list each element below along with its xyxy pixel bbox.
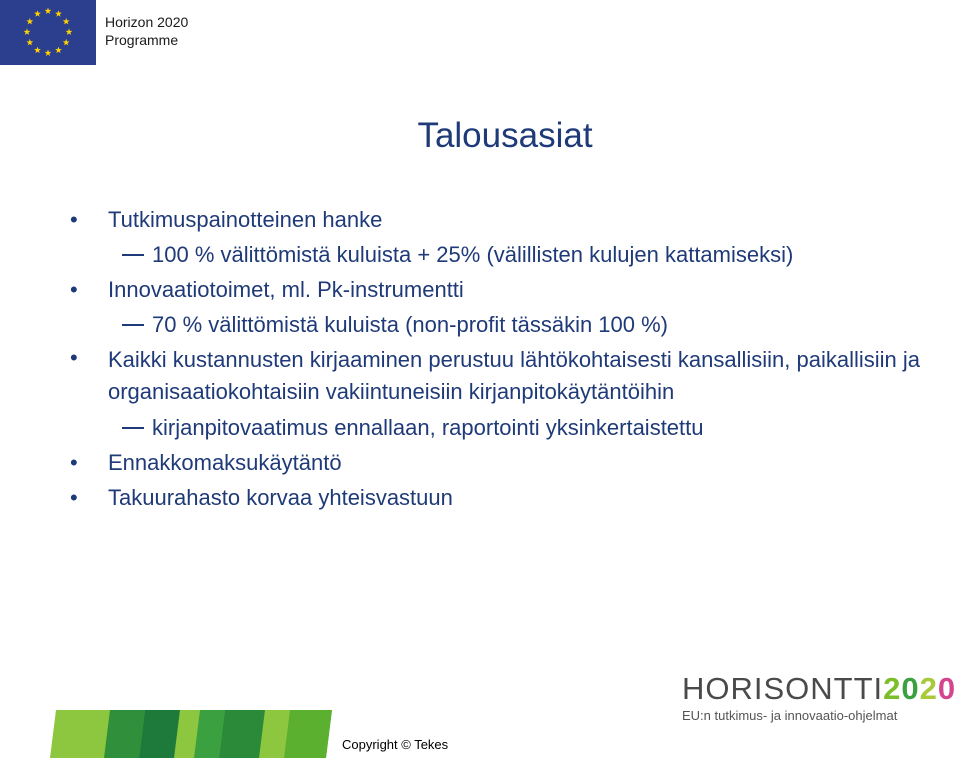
programme-label <box>105 13 188 49</box>
eu-star-icon <box>63 18 70 25</box>
eu-star-icon <box>26 18 33 25</box>
bullet-research-project: • Tutkimuspainotteinen hanke <box>68 202 948 237</box>
logo-digit-3: 2 <box>919 671 938 706</box>
eu-star-icon <box>63 39 70 46</box>
copyright-text: Copyright © Tekes <box>342 737 449 752</box>
eu-star-icon <box>24 28 31 35</box>
eu-star-icon <box>26 39 33 46</box>
eu-stars-icon <box>0 0 96 65</box>
programme-line-2: Programme <box>105 32 179 48</box>
slide-title: Talousasiat <box>417 116 593 155</box>
logo-digit-2: 0 <box>901 671 920 706</box>
horisontti-2020-logo <box>682 672 956 723</box>
bullet-list <box>68 202 948 515</box>
green-stripes-decoration <box>50 710 332 758</box>
eu-star-icon <box>66 28 73 35</box>
eu-star-icon <box>34 10 41 17</box>
bullet-prefinancing: • Ennakkomaksukäytäntö <box>68 445 948 480</box>
logo-wordmark <box>682 672 956 706</box>
sub-bullet-accounting-requirement: kirjanpitovaatimus ennallaan, raportointi yksinkertaistettu <box>68 410 948 445</box>
logo-digit-4: 0 <box>937 671 957 706</box>
programme-line-1: Horizon 2020 <box>105 14 189 30</box>
eu-flag-icon <box>0 0 96 65</box>
eu-star-icon <box>55 47 62 54</box>
logo-word: HORISONTTI <box>682 671 884 706</box>
bullet-guarantee-fund: • Takuurahasto korvaa yhteisvastuun <box>68 480 948 515</box>
eu-star-icon <box>34 47 41 54</box>
sub-bullet-research-costs: 100 % välittömistä kuluista + 25% (välillisten kulujen kattamiseksi) <box>68 237 948 272</box>
eu-star-icon <box>55 10 62 17</box>
sub-bullet-innovation-costs: 70 % välittömistä kuluista (non-profit tässäkin 100 %) <box>68 307 948 342</box>
logo-tagline: EU:n tutkimus- ja innovaatio-ohjelmat <box>682 708 898 723</box>
bullet-innovation-actions: • Innovaatiotoimet, ml. Pk-instrumentti <box>68 272 948 307</box>
eu-star-icon <box>45 7 52 14</box>
logo-digit-1: 2 <box>883 671 902 706</box>
bullet-accounting-practices: • Kaikki kustannusten kirjaaminen perustuu lähtökohtaisesti kansallisiin, paikallisiin ja organisaatiokohtaisiin vakiintuneisiin kirjanpitokäytäntöihin <box>68 342 948 410</box>
eu-star-icon <box>45 49 52 56</box>
